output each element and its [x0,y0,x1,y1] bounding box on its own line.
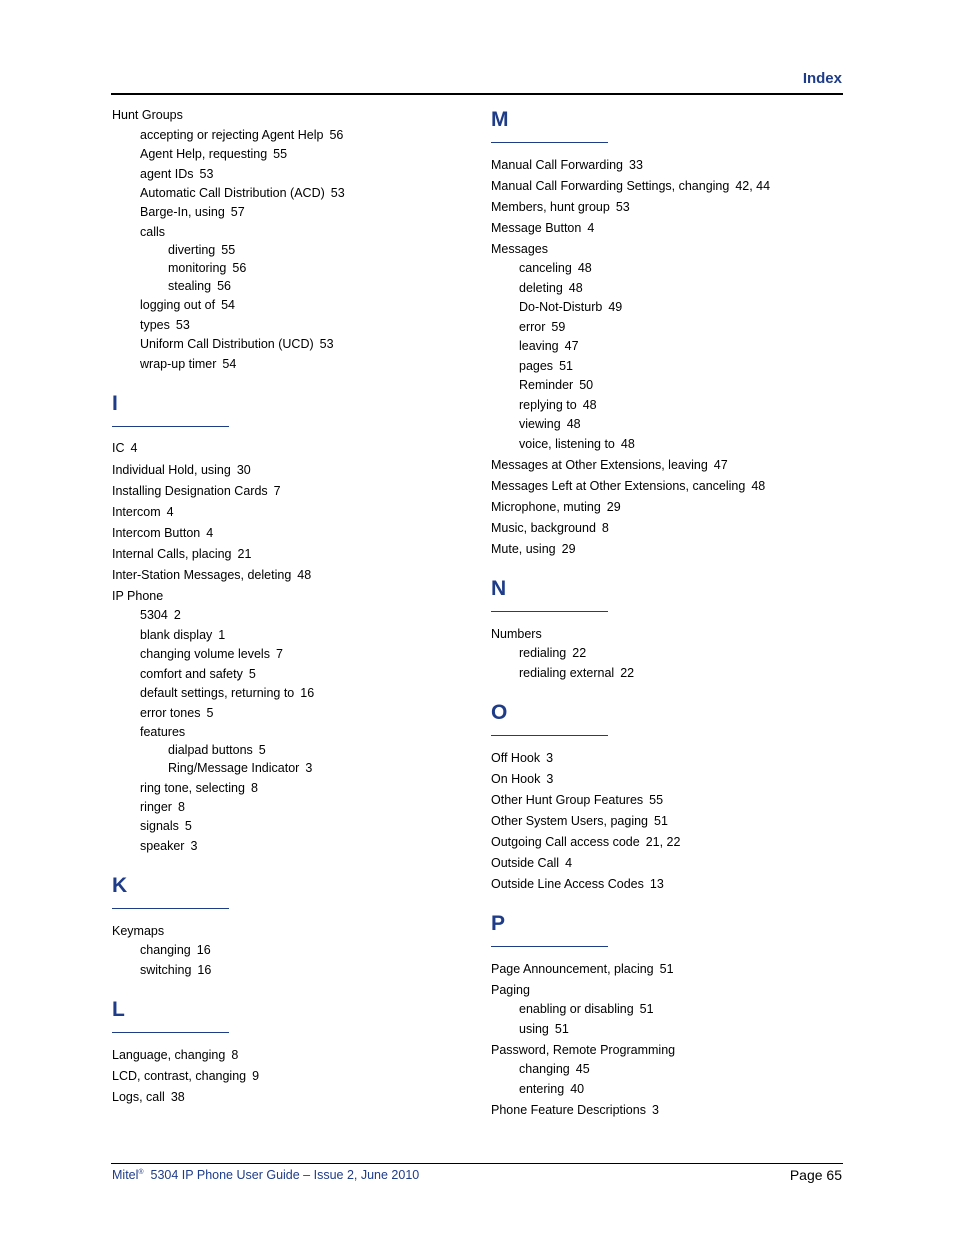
index-entry-term: speaker [140,839,185,853]
index-entry-term: Other System Users, paging [491,814,649,828]
index-subentry [112,128,343,143]
index-entry-page: 48 [751,479,766,493]
index-entry-term: switching [140,963,192,977]
index-subentry [112,743,266,758]
index-subentry [112,667,256,682]
index-entry-term: Agent Help, requesting [140,147,268,161]
index-entry [491,1103,659,1118]
index-subentry [112,628,225,643]
index-entry-term: features [140,725,186,739]
index-entry-term: leaving [519,339,559,353]
index-entry-page: 48 [566,417,581,431]
index-entry-page: 21 [237,547,252,561]
index-entry-page: 33 [629,158,643,172]
index-subentry [112,298,235,313]
index-entry [112,484,281,499]
index-entry [112,1069,259,1084]
index-entry-term: Uniform Call Distribution (UCD) [140,337,314,351]
index-entry [112,1090,185,1105]
index-entry-term: default settings, returning to [140,686,295,700]
index-entry-term: calls [140,225,166,239]
index-entry [112,441,137,456]
index-entry-term: Numbers [491,627,542,641]
index-subentry [491,300,622,315]
index-subentry [491,281,583,296]
index-entry-page: 51 [639,1002,654,1016]
index-entry-term: signals [140,819,179,833]
index-subentry [112,205,245,220]
index-subentry [112,261,246,276]
section-letter-k: K [112,874,128,897]
index-entry-page: 54 [222,357,237,371]
index-entry-term: Keymaps [112,924,165,938]
index-entry-term: Paging [491,983,530,997]
index-entry-term: Ring/Message Indicator [168,761,300,775]
index-entry-term: error [519,320,546,334]
index-entry-term: Outgoing Call access code [491,835,640,849]
footer-title: 5304 IP Phone User Guide – Issue 2, June 2010 [150,1168,420,1182]
index-entry-term: Manual Call Forwarding [491,158,624,172]
index-entry-term: diverting [168,243,216,257]
index-entry-page: 47 [564,339,579,353]
index-entry-page: 54 [221,298,235,312]
index-entry-term: Hunt Groups [112,108,183,122]
index-subentry [491,1022,569,1037]
page-header-title: Index [802,70,842,87]
index-entry-term: Other Hunt Group Features [491,793,644,807]
index-entry-term: agent IDs [140,167,194,181]
section-letter-rule [112,1032,229,1033]
index-entry-term: error tones [140,706,201,720]
index-entry-page: 3 [546,772,554,786]
index-entry-term: Microphone, muting [491,500,601,514]
index-entry-page: 29 [561,542,576,556]
index-entry [112,505,174,520]
index-subentry [491,417,581,432]
index-entry-term: accepting or rejecting Agent Help [140,128,324,142]
index-entry-term: pages [519,359,554,373]
section-letter-p: P [491,912,506,935]
index-entry-term: Outside Call [491,856,560,870]
index-entry-page: 53 [199,167,214,181]
index-entry-term: redialing [519,646,567,660]
index-entry [491,772,553,787]
index-entry-page: 51 [654,814,668,828]
index-entry-page: 56 [217,279,231,293]
index-entry-page: 9 [252,1069,260,1083]
footer-page-number: Page 65 [789,1167,842,1183]
index-entry-page: 48 [568,281,583,295]
index-entry-page: 51 [559,359,573,373]
index-subentry [112,337,334,352]
index-entry-page: 2 [173,608,181,622]
index-entry-term: entering [519,1082,565,1096]
footer-document-title [112,1168,419,1182]
index-entry-term: viewing [519,417,561,431]
index-subentry [112,839,197,854]
index-entry-term: wrap-up timer [140,357,217,371]
index-subentry [112,781,258,796]
index-entry-term: IP Phone [112,589,164,603]
index-entry [491,158,643,173]
index-entry-term: Music, background [491,521,596,535]
index-entry [491,1043,675,1058]
index-entry-page: 38 [170,1090,185,1104]
index-entry [491,242,548,257]
index-entry-term: Inter-Station Messages, deleting [112,568,292,582]
index-subentry [491,398,597,413]
index-subentry [491,359,573,374]
index-entry-term: Page Announcement, placing [491,962,654,976]
index-subentry [112,167,213,182]
index-entry-page: 8 [250,781,258,795]
index-entry-page: 16 [197,963,212,977]
index-entry-term: Mute, using [491,542,556,556]
index-entry-page: 3 [651,1103,659,1117]
index-entry-term: Language, changing [112,1048,226,1062]
index-entry-page: 51 [554,1022,569,1036]
index-entry [491,751,553,766]
index-entry [491,877,664,892]
index-entry-page: 42, 44 [735,179,771,193]
index-entry-page: 48 [577,261,592,275]
index-entry-page: 45 [575,1062,590,1076]
section-letter-m: M [491,108,509,131]
index-entry-term: ring tone, selecting [140,781,245,795]
index-subentry [112,147,287,162]
section-letter-l: L [112,998,125,1021]
index-entry-term: stealing [168,279,212,293]
index-entry-term: Messages Left at Other Extensions, canceling [491,479,746,493]
index-entry-page: 4 [565,856,573,870]
index-entry-page: 49 [608,300,623,314]
index-entry-term: comfort and safety [140,667,243,681]
index-entry-page: 56 [329,128,344,142]
index-entry-page: 30 [236,463,251,477]
index-entry-term: Messages at Other Extensions, leaving [491,458,708,472]
index-entry-term: Barge-In, using [140,205,225,219]
index-entry-page: 21, 22 [645,835,681,849]
index-entry-page: 8 [601,521,609,535]
index-entry [112,1048,238,1063]
index-entry-page: 4 [130,441,138,455]
index-subentry [491,339,579,354]
index-entry-term: voice, listening to [519,437,615,451]
index-entry [112,589,163,604]
index-entry-page: 7 [273,484,281,498]
index-entry-page: 55 [649,793,664,807]
index-entry-page: 4 [166,505,174,519]
index-entry [491,458,728,473]
index-entry-page: 47 [713,458,728,472]
index-entry-term: changing [519,1062,570,1076]
index-entry-term: IC [112,441,125,455]
header-rule [111,93,843,95]
index-entry [491,983,530,998]
index-entry [491,627,542,642]
index-entry-term: Messages [491,242,548,256]
index-entry-term: Logs, call [112,1090,165,1104]
index-entry-page: 22 [620,666,635,680]
index-entry [491,814,668,829]
index-entry [112,568,311,583]
index-entry-term: Internal Calls, placing [112,547,232,561]
index-entry [112,547,251,562]
index-entry-term: Members, hunt group [491,200,610,214]
footer-rule [111,1163,843,1164]
section-letter-o: O [491,701,508,724]
index-entry-page: 48 [297,568,312,582]
index-entry-term: deleting [519,281,563,295]
index-entry [491,200,630,215]
footer-trademark: ® [138,1168,144,1176]
index-entry-term: Reminder [519,378,574,392]
index-subentry [491,1002,654,1017]
index-entry-term: blank display [140,628,213,642]
index-entry-term: LCD, contrast, changing [112,1069,247,1083]
index-entry-term: logging out of [140,298,216,312]
index-entry [112,463,251,478]
index-entry-page: 8 [231,1048,239,1062]
index-entry-term: enabling or disabling [519,1002,634,1016]
index-entry-term: Message Button [491,221,582,235]
index-entry-page: 57 [230,205,245,219]
index-subentry [491,646,586,661]
index-entry-page: 8 [177,800,185,814]
index-subentry [112,686,314,701]
index-subentry [491,378,593,393]
section-letter-n: N [491,577,507,600]
index-subentry [112,225,165,240]
index-entry-term: redialing external [519,666,615,680]
index-entry-term: changing [140,943,191,957]
section-letter-rule [491,142,608,143]
index-entry-page: 5 [248,667,256,681]
index-subentry [112,243,235,258]
index-entry-term: 5304 [140,608,168,622]
index-entry [491,521,609,536]
footer-brand: Mitel [112,1168,139,1182]
index-subentry [112,608,181,623]
index-entry-term: Off Hook [491,751,541,765]
index-subentry [491,320,565,335]
section-letter-rule [112,426,229,427]
index-entry-term: Intercom Button [112,526,201,540]
index-entry-page: 29 [606,500,621,514]
index-subentry [112,186,345,201]
index-subentry [491,1082,584,1097]
index-entry-page: 7 [275,647,283,661]
index-subentry [491,666,634,681]
index-subentry [112,943,211,958]
index-entry-term: types [140,318,170,332]
index-entry-term: Manual Call Forwarding Settings, changing [491,179,730,193]
index-entry-term: Intercom [112,505,161,519]
index-entry-term: Installing Designation Cards [112,484,268,498]
index-subentry [112,647,283,662]
index-entry-page: 53 [330,186,345,200]
index-entry-page: 51 [659,962,674,976]
index-entry-term: On Hook [491,772,541,786]
index-subentry [491,1062,590,1077]
index-entry [491,221,594,236]
index-entry-page: 13 [649,877,664,891]
index-entry [491,542,576,557]
index-entry-page: 53 [319,337,334,351]
index-subentry [112,725,185,740]
index-entry-term: Phone Feature Descriptions [491,1103,646,1117]
index-entry-page: 53 [615,200,630,214]
index-entry-term: Outside Line Access Codes [491,877,644,891]
index-entry-page: 50 [579,378,594,392]
index-entry-page: 4 [587,221,595,235]
index-entry-page: 1 [218,628,226,642]
index-entry-page: 56 [232,261,247,275]
index-entry-term: Individual Hold, using [112,463,231,477]
index-entry [491,856,572,871]
index-entry [112,108,183,123]
index-entry-term: replying to [519,398,577,412]
index-entry-term: dialpad buttons [168,743,253,757]
index-entry-page: 5 [258,743,266,757]
index-entry-page: 53 [175,318,190,332]
index-entry [491,500,621,515]
index-entry-page: 59 [551,320,566,334]
index-entry-page: 16 [300,686,315,700]
index-entry-page: 16 [196,943,211,957]
index-entry-page: 3 [305,761,313,775]
index-subentry [112,819,192,834]
index-entry [491,835,680,850]
index-entry-term: ringer [140,800,172,814]
index-entry-page: 4 [206,526,214,540]
index-entry [491,793,663,808]
section-letter-rule [112,908,229,909]
index-entry-page: 3 [546,751,554,765]
index-entry [112,526,213,541]
index-entry-page: 55 [221,243,236,257]
index-subentry [112,963,211,978]
index-entry [112,924,164,939]
index-entry-term: canceling [519,261,572,275]
index-subentry [112,800,185,815]
index-subentry [112,279,231,294]
index-entry-page: 5 [206,706,214,720]
section-letter-i: I [112,392,118,415]
index-entry-page: 3 [190,839,198,853]
index-entry-term: changing volume levels [140,647,270,661]
index-entry-term: Do-Not-Disturb [519,300,603,314]
index-subentry [491,437,635,452]
section-letter-rule [491,946,608,947]
index-subentry [112,357,236,372]
index-entry-page: 48 [582,398,597,412]
index-entry-page: 5 [184,819,192,833]
index-entry-page: 22 [572,646,587,660]
section-letter-rule [491,735,608,736]
index-entry-term: Password, Remote Programming [491,1043,676,1057]
index-entry-page: 55 [273,147,288,161]
index-subentry [112,318,190,333]
index-entry [491,962,674,977]
index-entry-page: 40 [570,1082,585,1096]
index-entry [491,179,770,194]
index-entry-term: Automatic Call Distribution (ACD) [140,186,325,200]
index-entry-page: 48 [620,437,635,451]
index-entry-term: using [519,1022,549,1036]
section-letter-rule [491,611,608,612]
index-subentry [112,706,213,721]
index-entry [491,479,765,494]
index-subentry [112,761,312,776]
index-entry-term: monitoring [168,261,227,275]
index-subentry [491,261,592,276]
